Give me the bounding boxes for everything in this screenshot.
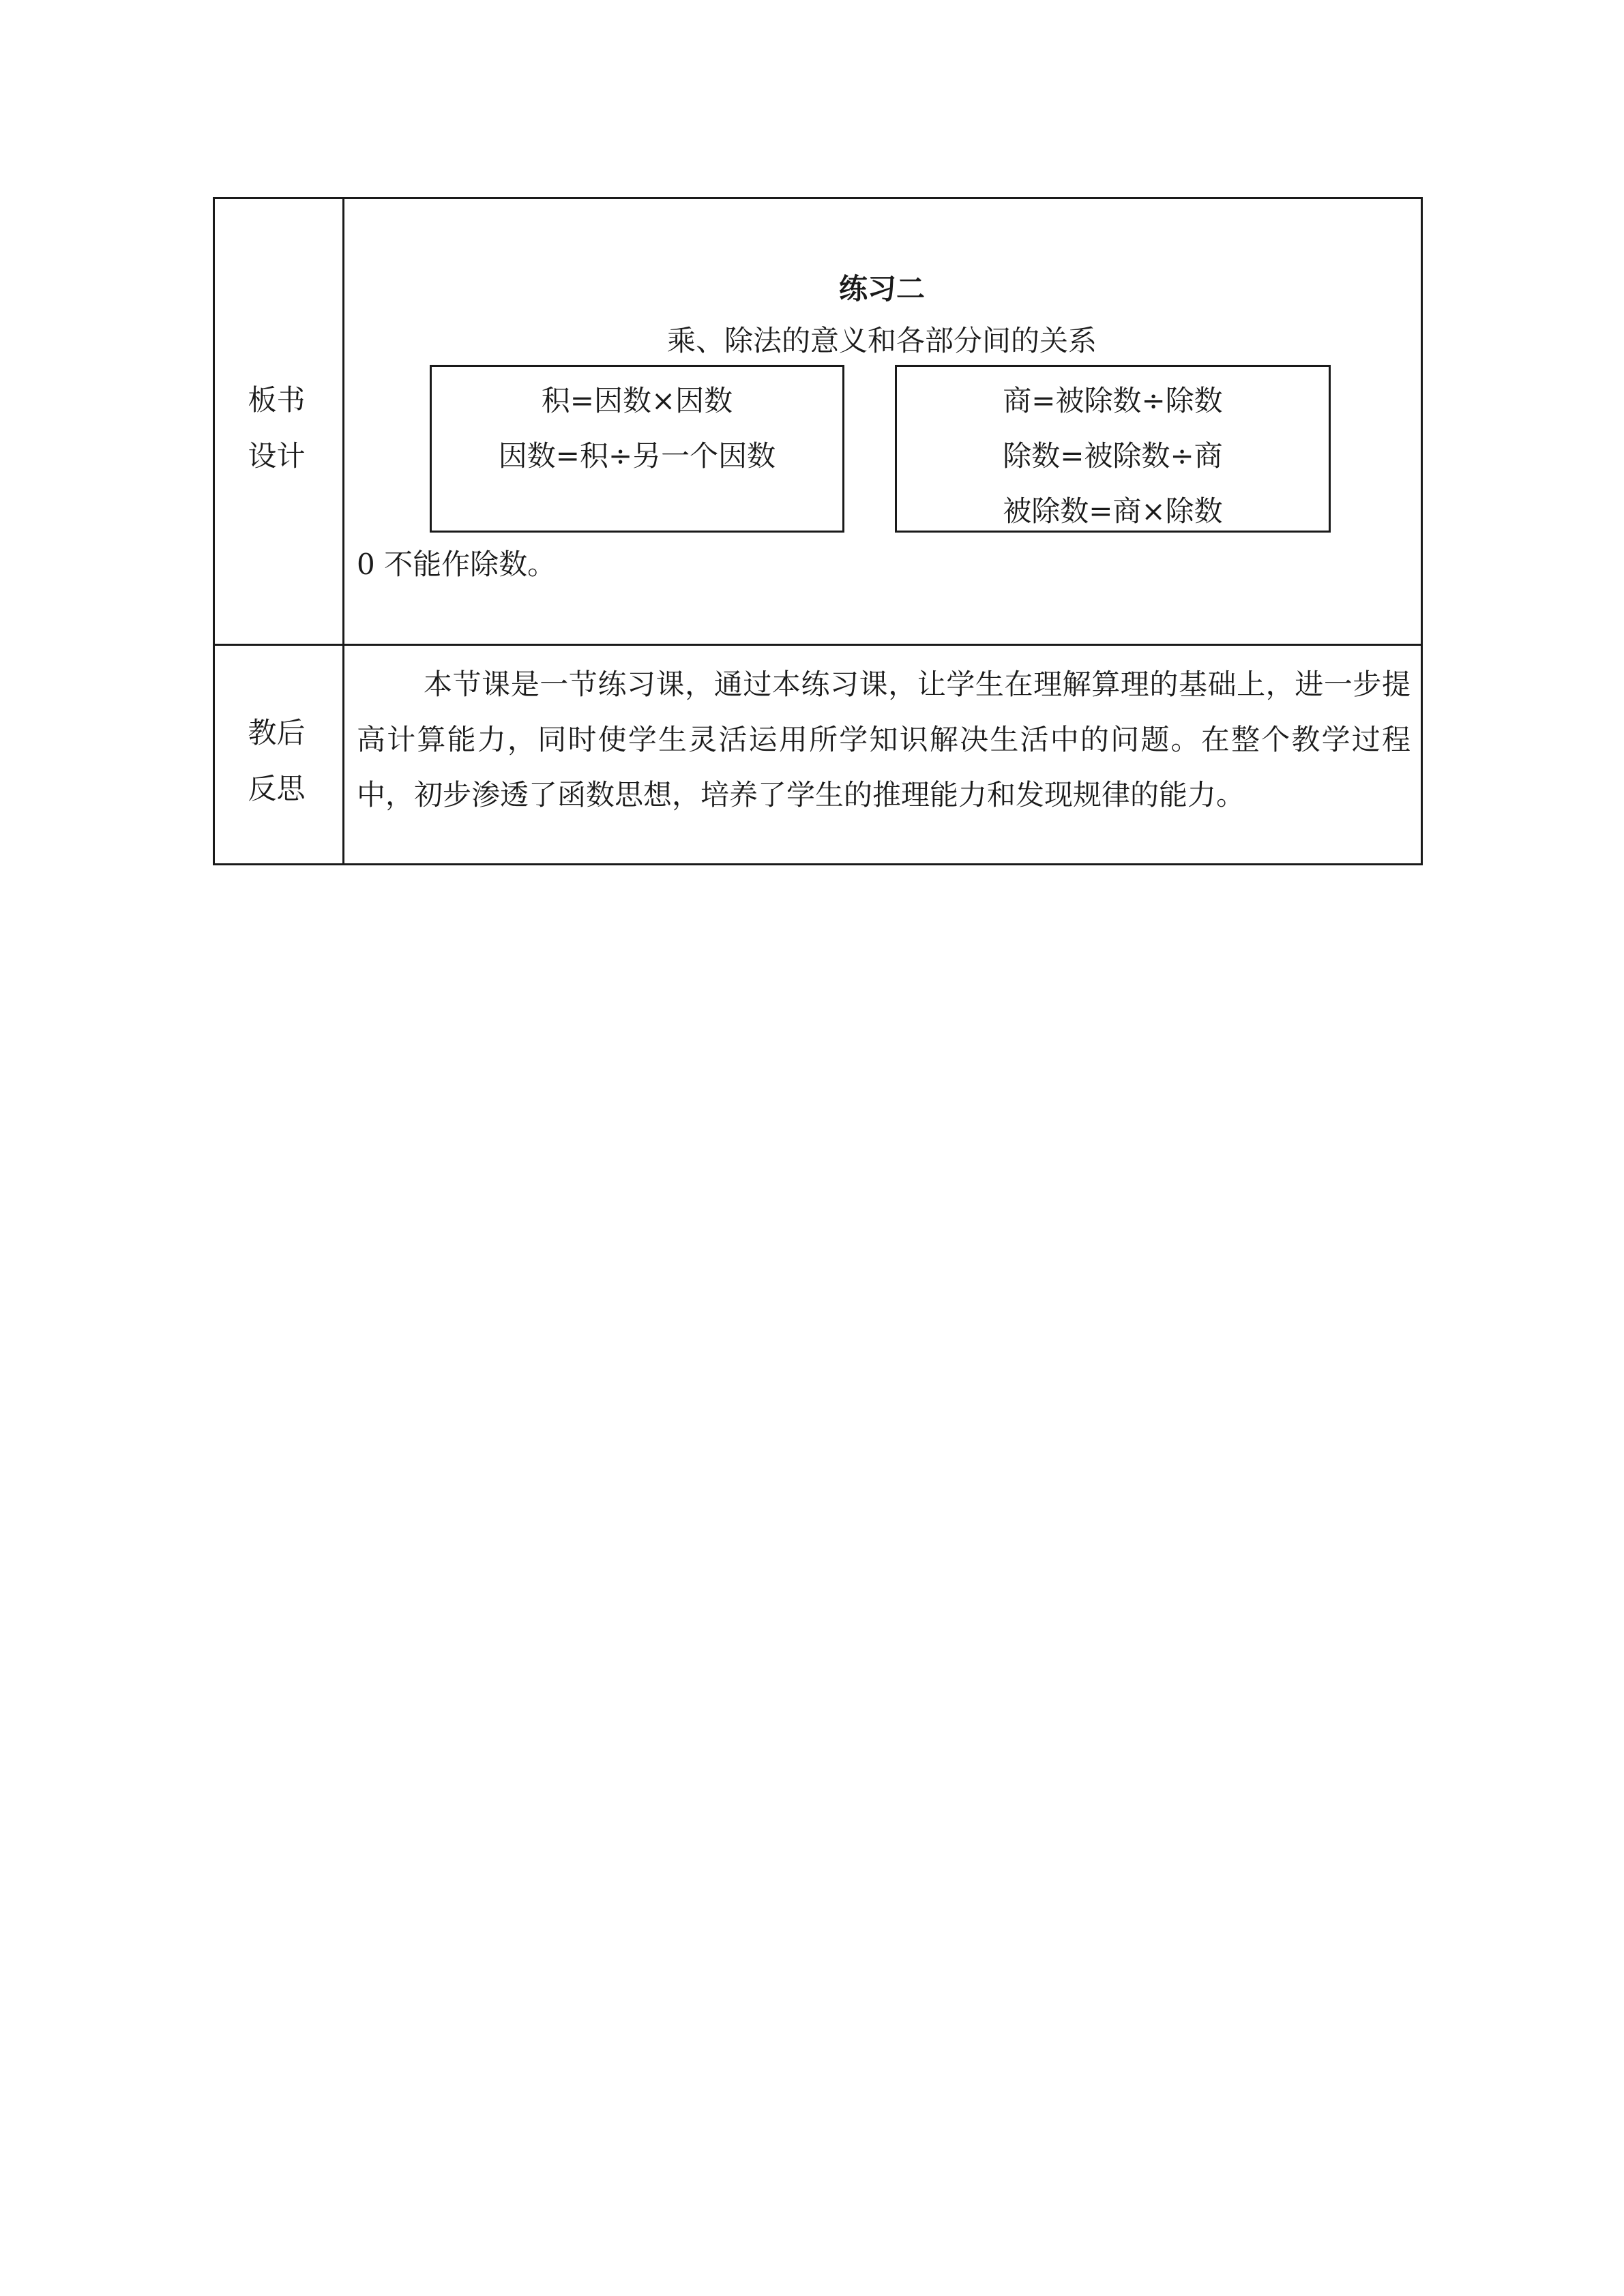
board-title: 练习二 bbox=[838, 272, 925, 305]
board-design-label bbox=[213, 372, 340, 484]
board-design-label-line2: 设计 bbox=[248, 439, 306, 473]
reflection-label bbox=[213, 705, 340, 817]
reflection-label-line1: 教后 bbox=[248, 716, 306, 749]
formula-line: 除数=被除数÷商 bbox=[1003, 439, 1223, 473]
row-divider bbox=[215, 644, 1421, 646]
zero-divisor-note: 0 不能作除数。 bbox=[357, 548, 557, 581]
reflection-text: 本节课是一节练习课，通过本练习课，让学生在理解算理的基础上，进一步提高计算能力，同时使学生灵活运用所学知识解决生活中的问题。在整个教学过程中，初步渗透了函数思想，培养了学生的推理能力和发现规律的能力。 bbox=[357, 668, 1411, 811]
formula-line: 积=因数×因数 bbox=[541, 384, 733, 417]
formula-line: 商=被除数÷除数 bbox=[1003, 384, 1223, 417]
multiplication-formula-box bbox=[430, 365, 844, 533]
reflection-label-line2: 反思 bbox=[248, 772, 306, 805]
board-design-label-line1: 板书 bbox=[248, 383, 306, 417]
board-subtitle: 乘、除法的意义和各部分间的关系 bbox=[666, 324, 1097, 357]
division-formula-box bbox=[895, 365, 1331, 533]
formula-line: 因数=积÷另一个因数 bbox=[498, 439, 776, 473]
formula-line: 被除数=商×除数 bbox=[1003, 494, 1223, 528]
